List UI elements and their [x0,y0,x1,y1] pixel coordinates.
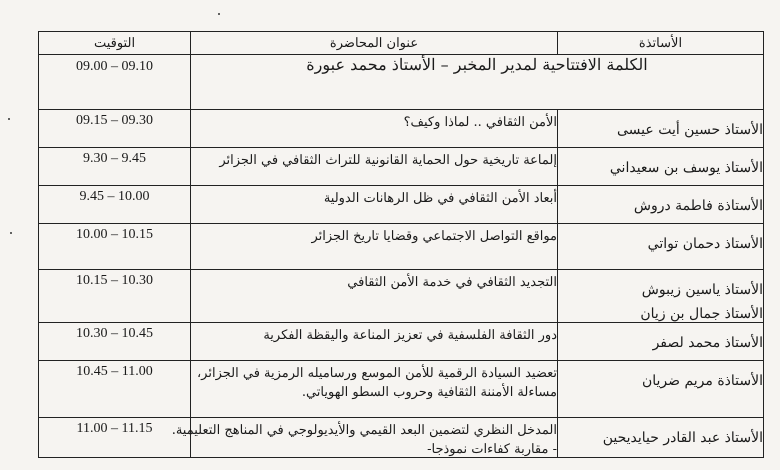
lecture-row [39,224,764,270]
lecture-title-cell [191,224,558,270]
lecture-title: - مقاربة كفاءات نموذجا- [427,442,557,457]
lecture-title: إلماعة تاريخية حول الحماية القانونية للتراث الثقافي في الجزائر [219,153,557,168]
lecture-title-cell [191,110,558,148]
professor-name: الأستاذ جمال بن زيان [640,306,763,322]
lecture-time: 09.30 – 09.15 [76,113,153,128]
lecture-time-cell [39,110,191,148]
lecture-time-cell [39,323,191,361]
professor-cell [558,361,764,418]
lecture-row [39,418,764,458]
lecture-time-cell [39,148,191,186]
header-lecture-title: عنوان المحاضرة [191,32,558,55]
lecture-row [39,110,764,148]
professor-name: الأستاذ محمد لصفر [652,335,763,351]
professor-cell [558,110,764,148]
lecture-row [39,186,764,224]
lecture-title-cell [191,323,558,361]
lecture-title: تعضيد السيادة الرقمية للأمن الموسع ورساميله الرمزية في الجزائر، [196,366,557,381]
header-timing: التوقيت [39,32,191,55]
professor-name: الأستاذ حسين أيت عيسى [617,122,763,138]
professor-cell [558,270,764,323]
lecture-title: المدخل النظري لتضمين البعد القيمي والأيديولوجي في المناهج التعليمية. [171,423,557,438]
lecture-time: 11.15 – 11.00 [76,421,153,436]
lecture-title: دور الثقافة الفلسفية في تعزيز المناعة واليقظة الفكرية [263,328,557,343]
speck [8,118,10,120]
lecture-row [39,270,764,323]
professor-name: الأستاذ دحمان تواتي [647,236,763,252]
lecture-title-cell [191,186,558,224]
lecture-title: التجديد الثقافي في خدمة الأمن الثقافي [347,275,557,290]
lecture-row [39,323,764,361]
professor-name: الأستاذ يوسف بن سعيداني [609,160,763,176]
lecture-time: 9.45 – 9.30 [83,151,146,166]
professor-cell [558,148,764,186]
lecture-title-cell [191,148,558,186]
lecture-title-cell [191,361,558,418]
lecture-time: 10.00 – 9.45 [79,189,150,204]
speck [10,232,12,234]
program-table [38,31,764,458]
lecture-title-cell [171,418,558,458]
lecture-time: 10.30 – 10.15 [76,273,153,288]
opening-time-text: 09.10 – 09.00 [76,59,153,74]
lecture-rows [39,110,764,458]
header-row [39,32,764,55]
lecture-time: 10.45 – 10.30 [76,326,153,341]
header-professor: الأساتذة [558,32,764,55]
professor-cell [558,186,764,224]
lecture-time-cell [39,186,191,224]
lecture-title: أبعاد الأمن الثقافي في ظل الرهانات الدولية [323,191,557,206]
lecture-time-cell [39,361,191,418]
lecture-time-cell [39,224,191,270]
professor-name: الأستاذ ياسين زيبوش [641,282,763,298]
speck [218,13,220,15]
lecture-title: مساءلة الأمننة الثقافية وحروب السطو الهوياتي. [301,385,557,400]
opening-title: الكلمة الافتتاحية لمدير المخبر – الأستاذ محمد عبورة [191,55,764,110]
professor-name: الأستاذ عبد القادر حيايديحين [602,430,763,446]
lecture-title: مواقع التواصل الاجتماعي وقضايا تاريخ الجزائر [311,229,557,244]
lecture-title-cell [191,270,558,323]
lecture-row [39,148,764,186]
lecture-row [39,361,764,418]
professor-cell [558,224,764,270]
lecture-time: 10.15 – 10.00 [76,227,153,242]
opening-time [39,55,191,110]
professor-name: الأستاذة مريم ضريان [641,373,763,389]
professor-name: الأستاذة فاطمة دروش [633,198,763,214]
lecture-title: الأمن الثقافي .. لماذا وكيف؟ [403,115,557,130]
lecture-time: 11.00 – 10.45 [76,364,153,379]
lecture-time-cell [39,418,191,458]
professor-cell [558,418,764,458]
professor-cell [558,323,764,361]
lecture-time-cell [39,270,191,323]
opening-row [39,55,764,110]
